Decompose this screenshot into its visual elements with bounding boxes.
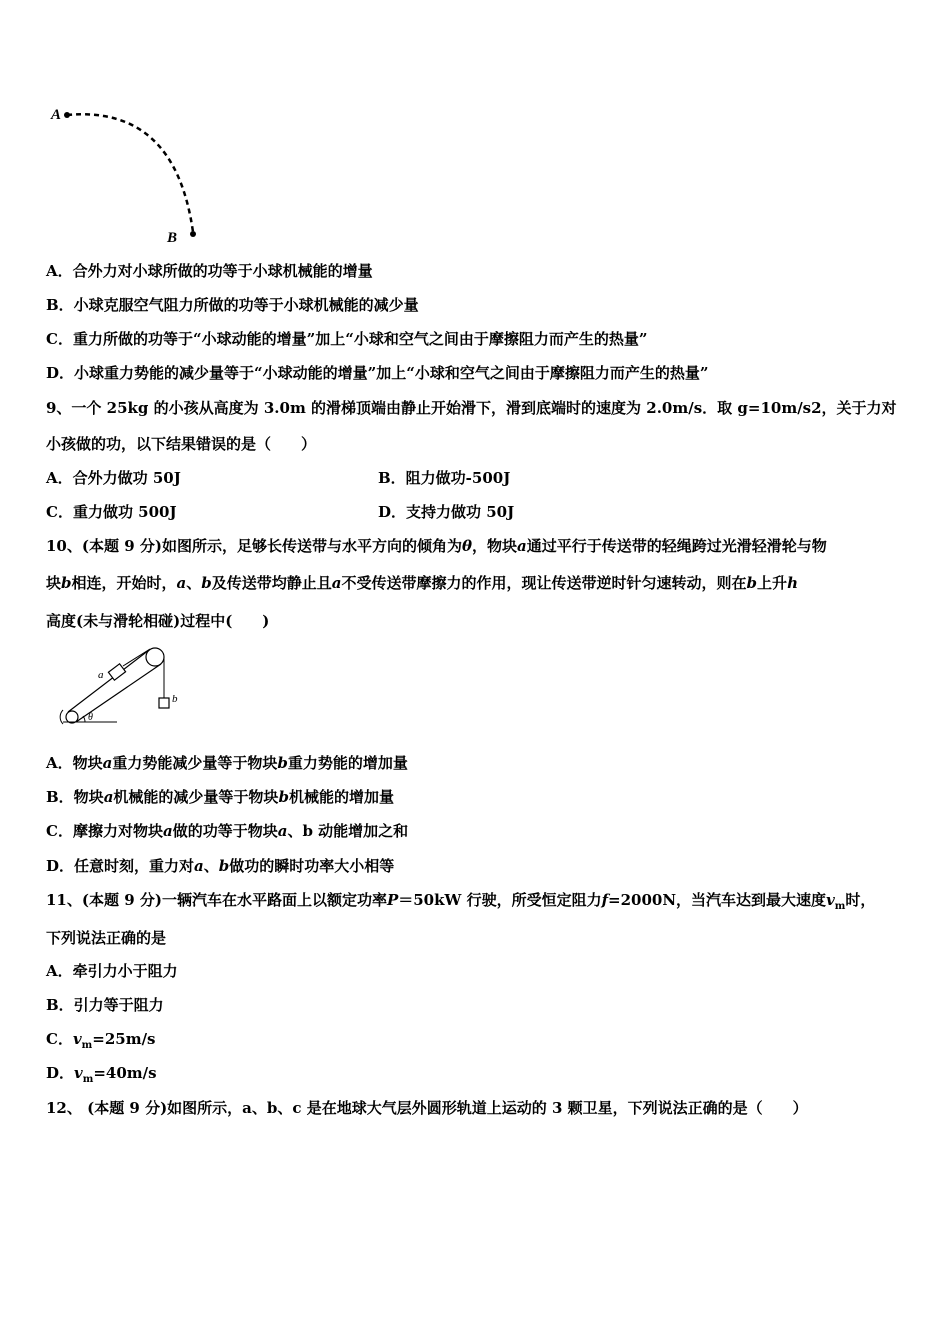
label-a: A (51, 107, 62, 123)
angle-arc (83, 716, 85, 722)
q9-options-row2 (46, 502, 515, 522)
q9-stem-line2: 小孩做的功，以下结果错误的是（ ） (46, 435, 317, 453)
q10-option-d: D．任意时刻，重力对a、b做功的瞬时功率大小相等 (46, 857, 395, 875)
conveyor-figure (55, 640, 200, 730)
label-a: a (98, 669, 104, 681)
q10-stem-line1: 10、(本题 9 分)如图所示，足够长传送带与水平方向的倾角为θ，物块a通过平行于传送带的轻绳跨过光滑轻滑轮与物 (46, 537, 827, 555)
block-a (108, 664, 125, 680)
q9-option-c: C．重力做功 500J (46, 503, 177, 521)
block-b (159, 698, 169, 708)
q10-stem-line3: 高度(未与滑轮相碰)过程中( ) (46, 612, 270, 630)
q10-option-b: B．物块a机械能的减少量等于物块b机械能的增加量 (46, 788, 394, 806)
q11-option-d: D．$v_m=40m/s$ (46, 1064, 157, 1085)
q11-option-b: B．引力等于阻力 (46, 996, 164, 1014)
dashed-trajectory (67, 114, 193, 232)
q11-option-a: A．牵引力小于阻力 (46, 962, 178, 980)
q8-option-c: C．重力所做的功等于“小球动能的增量”加上“小球和空气之间由于摩擦阻力而产生的热量” (46, 330, 648, 348)
label-b: B (167, 230, 178, 246)
q12-stem: 12、 (本题 9 分)如图所示，a、b、c 是在地球大气层外圆形轨道上运动的 3 颗卫星，下列说法正确的是（ ） (46, 1099, 808, 1117)
q10-option-c: C．摩擦力对物块a做的功等于物块a、b 动能增加之和 (46, 822, 409, 840)
q11-stem-line1: 11、(本题 9 分)一辆汽车在水平路面上以额定功率P＝50kW 行驶，所受恒定阻力f=2000N，当汽车达到最大速度$v_m$时， (46, 891, 876, 912)
q8-option-b: B．小球克服空气阻力所做的功等于小球机械能的减少量 (46, 296, 419, 314)
q11-option-c: C．$v_m=25m/s$ (46, 1030, 156, 1051)
q9-option-d: D．支持力做功 50J (378, 503, 515, 521)
label-theta: θ (88, 712, 93, 723)
q9-option-b: B．阻力做功-500J (378, 469, 511, 487)
q9-stem-line1: 9、一个 25kg 的小孩从高度为 3.0m 的滑梯顶端由静止开始滑下，滑到底端时的速度为 2.0m/s．取 g=10m/s2，关于力对 (46, 399, 897, 417)
q8-option-d: D．小球重力势能的减少量等于“小球动能的增量”加上“小球和空气之间由于摩擦阻力而产生的热量” (46, 364, 709, 382)
label-b: b (172, 693, 178, 705)
rotation-arc (60, 710, 63, 724)
q10-stem-line2: 块b相连，开始时，a、b及传送带均静止且a不受传送带摩擦力的作用，现让传送带逆时针匀速转动，则在b上升h (46, 574, 798, 592)
q9-option-a: A．合外力做功 50J (46, 469, 181, 487)
q10-option-a: A．物块a重力势能减少量等于物块b重力势能的增加量 (46, 754, 408, 772)
q9-options-row1 (46, 468, 511, 488)
q8-option-a: A．合外力对小球所做的功等于小球机械能的增量 (46, 262, 373, 280)
q11-stem-line2: 下列说法正确的是 (46, 929, 167, 947)
trajectory-figure (45, 100, 215, 250)
point-b (190, 231, 196, 237)
